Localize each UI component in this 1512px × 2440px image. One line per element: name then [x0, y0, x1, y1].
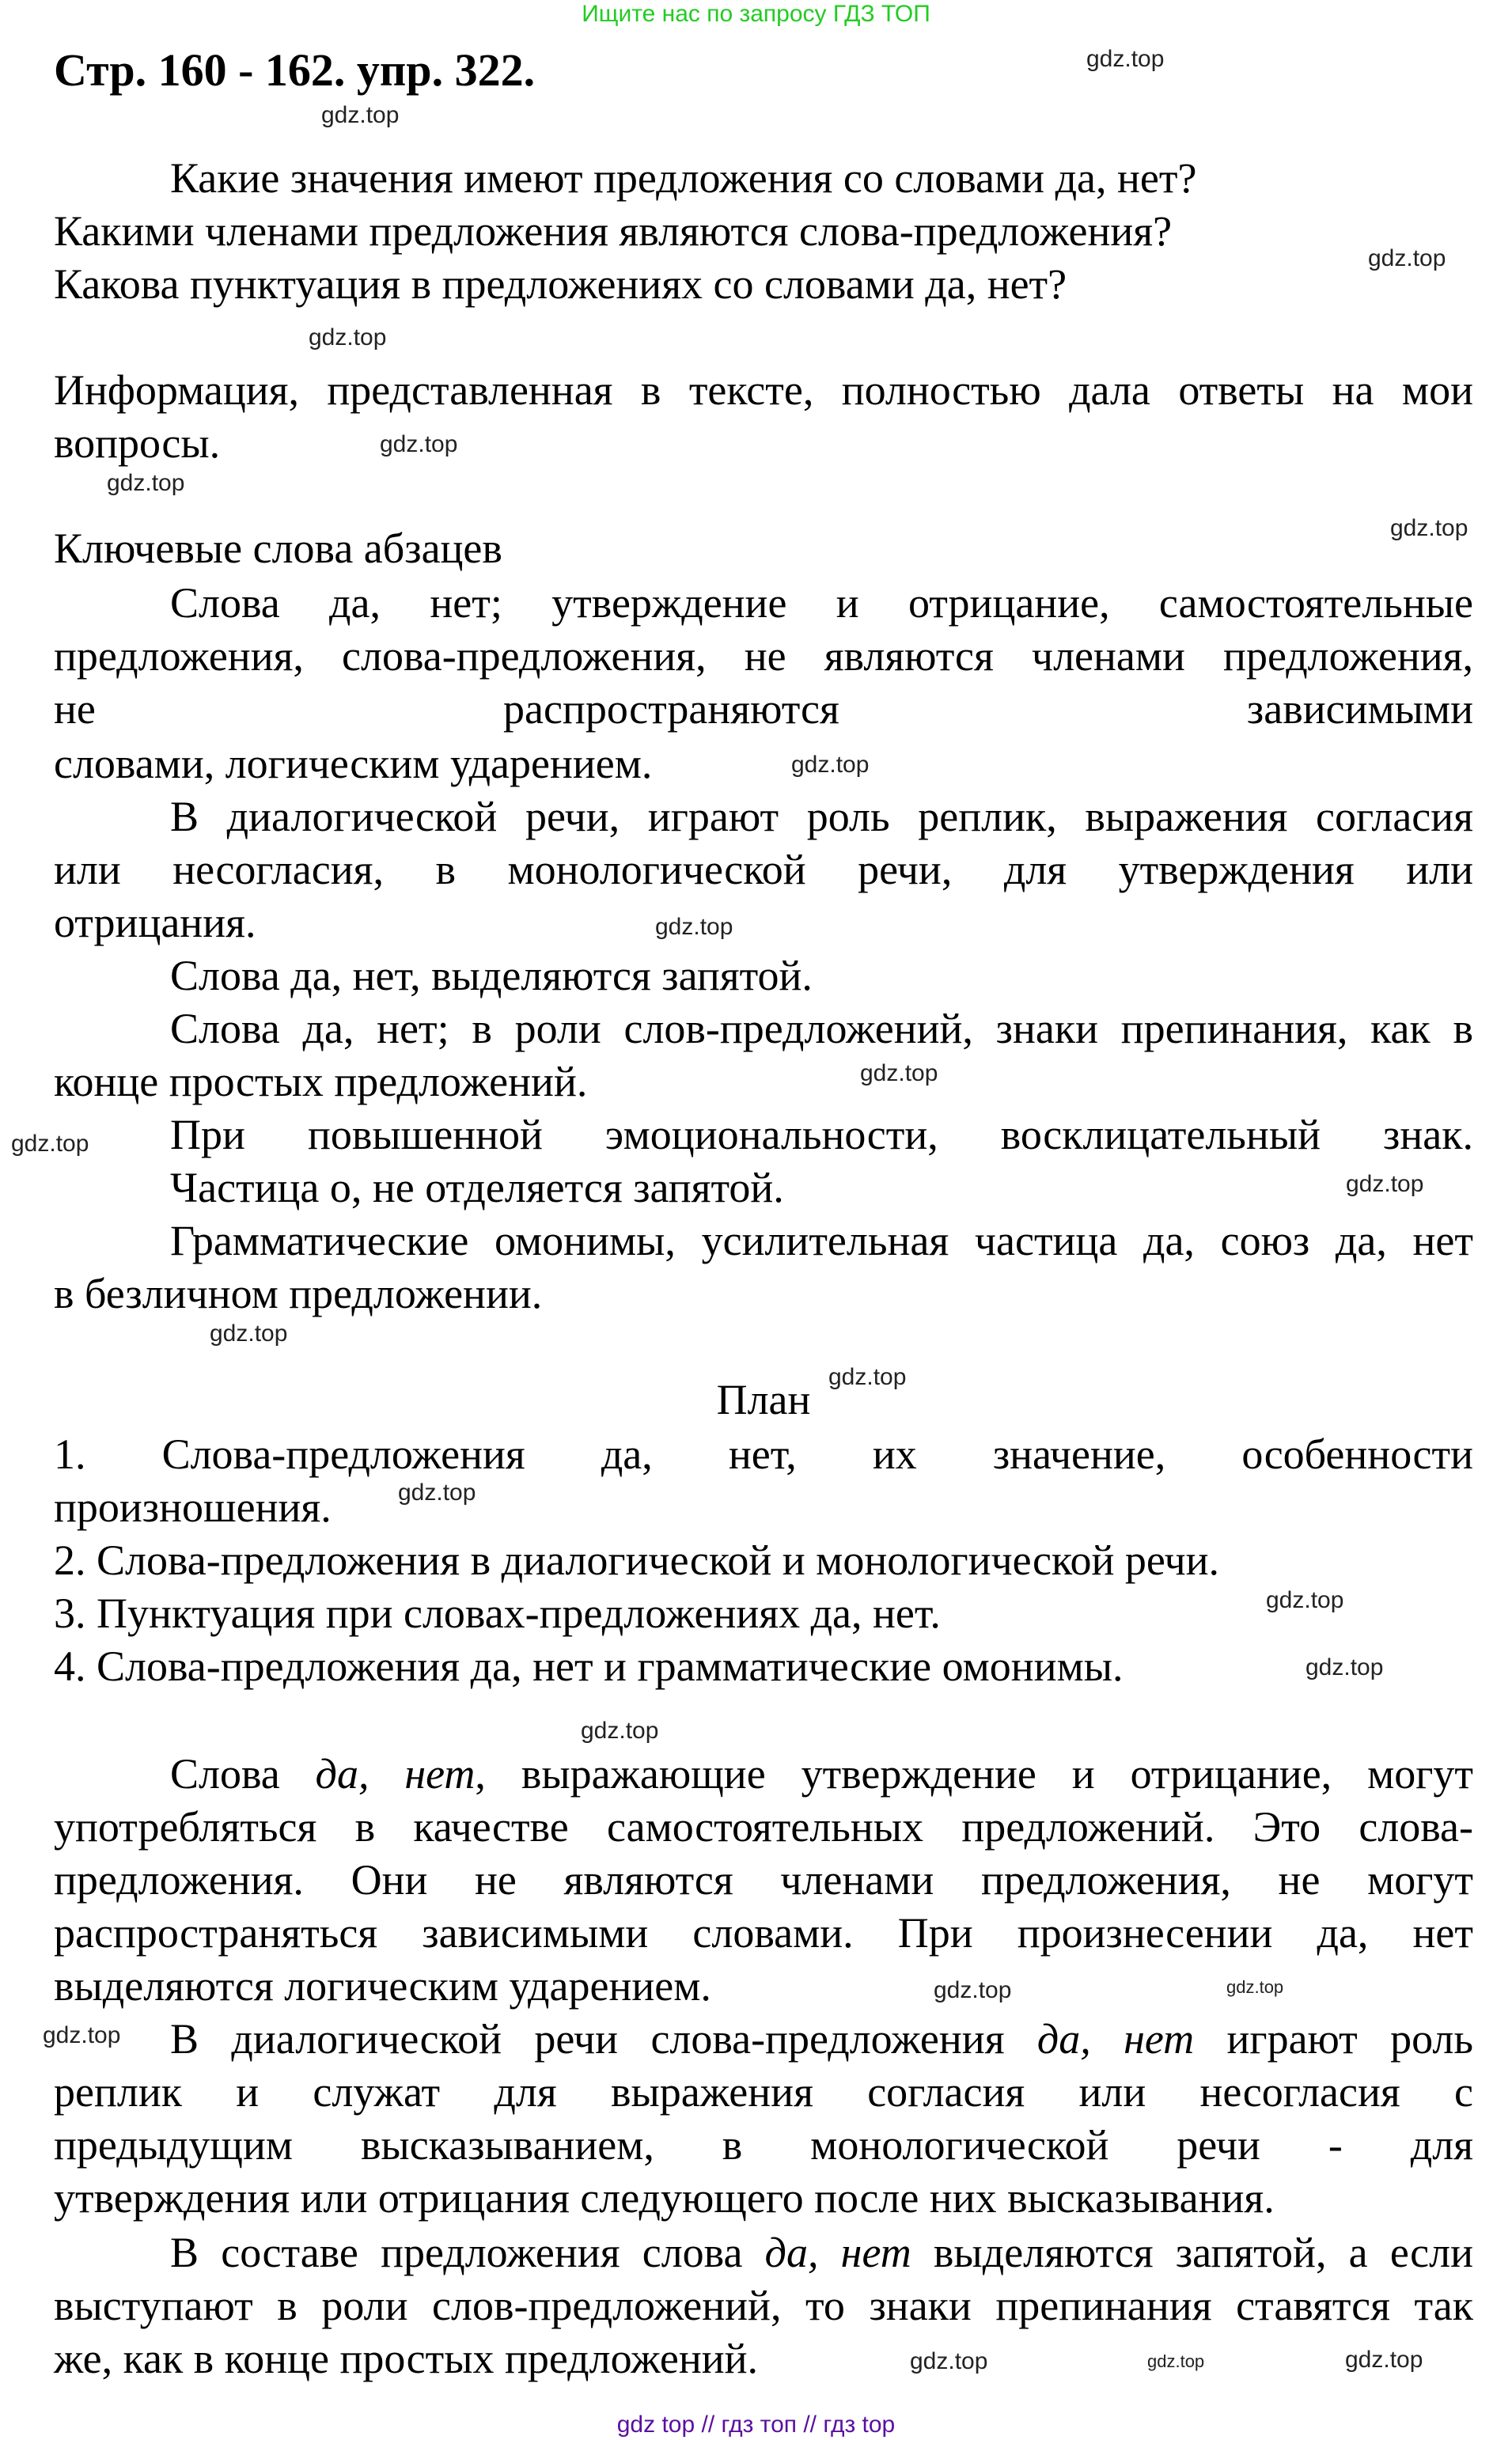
page-title [54, 44, 1473, 97]
text-line [170, 2013, 1473, 2065]
text-segment: Слова да, нет, выделяются запятой. [170, 952, 813, 999]
text-line [170, 1161, 1473, 1214]
text-line [170, 2226, 1473, 2279]
watermark-text: gdz.top [380, 431, 458, 457]
text-segment: 4. Слова-предложения да, нет и грамматические омонимы. [54, 1642, 1124, 1690]
text-line [54, 1907, 1473, 1959]
text-segment: Ключевые слова абзацев [54, 525, 502, 572]
watermark-text: gdz.top [309, 324, 387, 350]
watermark-text: gdz.top [791, 752, 870, 778]
text-segment: конце простых предложений. [54, 1058, 588, 1105]
text-segment: вопросы. [54, 419, 221, 467]
text-segment: произношения. [54, 1483, 332, 1531]
watermark-text: gdz.top [1346, 1171, 1424, 1197]
text-segment: словами, логическим ударением. [54, 740, 653, 787]
text-line [54, 205, 1473, 257]
text-segment: Слова да, нет; в роли слов-предложений, знаки препинания, как в [170, 1005, 1473, 1052]
text-segment: Какие значения имеют предложения со словами да, нет? [170, 154, 1197, 202]
watermark-text: gdz.top [1147, 2351, 1205, 2371]
text-segment: 3. Пунктуация при словах-предложениях да, нет. [54, 1589, 941, 1637]
text-segment: Слова да, нет; утверждение и отрицание, самостоятельные [170, 579, 1473, 627]
text-line [170, 152, 1473, 204]
text-line [54, 1801, 1473, 1853]
text-segment: В диалогической речи, играют роль реплик, выражения согласия [170, 793, 1473, 840]
text-line [54, 258, 1473, 310]
watermark-text: gdz.top [1086, 46, 1165, 72]
text-segment: или несогласия, в монологической речи, для утверждения или [54, 846, 1473, 893]
text-segment: Грамматические омонимы, усилительная частица да, союз да, нет [170, 1217, 1473, 1264]
text-line [170, 1002, 1473, 1055]
watermark-text: gdz.top [321, 102, 400, 128]
text-segment: 2. Слова-предложения в диалогической и монологической речи. [54, 1536, 1220, 1584]
text-line [54, 737, 1473, 790]
text-segment: распространяться зависимыми словами. При произнесении да, нет [54, 1909, 1473, 1957]
plan-heading [54, 1373, 1473, 1426]
watermark-text: gdz.top [11, 1131, 89, 1157]
text-segment: в безличном предложении. [54, 1270, 543, 1317]
text-segment: Какова пунктуация в предложениях со словами да, нет? [54, 260, 1067, 308]
text-line [54, 683, 1473, 735]
text-line [54, 1428, 1473, 1480]
text-line [54, 896, 1473, 949]
text-line [170, 790, 1473, 843]
text-segment: же, как в конце простых предложений. [54, 2335, 759, 2382]
text-line [54, 1640, 1473, 1692]
text-line [54, 1481, 1473, 1533]
text-segment: 1. Слова-предложения да, нет, их значение, особенности [54, 1430, 1473, 1478]
text-line [54, 1587, 1473, 1639]
text-segment: предложения. Они не являются членами предложения, не могут [54, 1856, 1473, 1904]
text-segment: Информация, представленная в тексте, полностью дала ответы на мои [54, 366, 1473, 414]
text-segment: играют роль [1194, 2015, 1474, 2063]
text-segment: При повышенной эмоциональности, восклицательный знак. [170, 1111, 1473, 1158]
watermark-text: gdz.top [398, 1480, 476, 1506]
watermark-text: gdz.top [1345, 2347, 1423, 2373]
text-line [54, 364, 1473, 416]
text-segment: употребляться в качестве самостоятельных предложений. Это слова- [54, 1803, 1473, 1851]
text-segment: В составе предложения слова [170, 2229, 765, 2276]
text-line [54, 1534, 1473, 1586]
text-line [54, 2279, 1473, 2332]
watermark-text: gdz.top [1368, 245, 1446, 271]
text-line [54, 417, 1473, 469]
watermark-text: gdz.top [1305, 1654, 1384, 1680]
watermark-text: gdz.top [107, 470, 185, 496]
text-segment: , выражающие утверждение и отрицание, могут [475, 1750, 1473, 1798]
search-banner[interactable]: Ищите нас по запросу ГДЗ ТОП [582, 1, 930, 27]
text-line [54, 2332, 1473, 2385]
text-line [54, 2066, 1473, 2118]
text-line [54, 1267, 1473, 1320]
text-line [170, 1214, 1473, 1267]
watermark-text: gdz.top [210, 1320, 288, 1347]
text-segment: выделяются логическим ударением. [54, 1962, 711, 2010]
text-line [54, 522, 1473, 574]
footer-links[interactable]: gdz top // гдз топ // гдз top [616, 2412, 896, 2438]
watermark-text: gdz.top [860, 1060, 938, 1086]
text-segment: Стр. 160 - 162. упр. 322. [54, 44, 536, 96]
text-segment: отрицания. [54, 899, 256, 946]
text-line [170, 577, 1473, 629]
watermark-text: gdz.top [1226, 1977, 1284, 1997]
watermark-text: gdz.top [934, 1977, 1012, 2003]
watermark-text: gdz.top [43, 2022, 121, 2048]
watermark-text: gdz.top [828, 1364, 907, 1390]
text-line [54, 1854, 1473, 1906]
text-segment: предложения, слова-предложения, не являются членами предложения, [54, 632, 1473, 680]
text-line [170, 1108, 1473, 1161]
text-segment: В диалогической речи слова-предложения [170, 2015, 1037, 2063]
text-segment: Частица о, не отделяется запятой. [170, 1164, 784, 1211]
text-segment: Какими членами предложения являются слова-предложения? [54, 207, 1173, 255]
watermark-text: gdz.top [655, 914, 733, 940]
text-segment: Слова [170, 1750, 316, 1798]
text-line [170, 1748, 1473, 1800]
italic-text: да, нет [1036, 2015, 1195, 2063]
watermark-text: gdz.top [1266, 1587, 1344, 1613]
watermark-text: gdz.top [1390, 515, 1468, 541]
text-segment: План [716, 1376, 811, 1423]
watermark-text: gdz.top [581, 1718, 659, 1744]
text-segment: выделяются запятой, а если [911, 2229, 1473, 2276]
text-line [54, 843, 1473, 896]
text-segment: утверждения или отрицания следующего после них высказывания. [54, 2174, 1275, 2222]
text-segment: не распространяются зависимыми [54, 685, 1473, 733]
text-segment: предыдущим высказыванием, в монологической речи - для [54, 2121, 1473, 2169]
italic-text: да, нет [764, 2229, 911, 2276]
italic-text: да, нет [315, 1750, 476, 1798]
watermark-text: gdz.top [910, 2348, 988, 2374]
text-line [54, 1055, 1473, 1108]
text-line [54, 2172, 1473, 2224]
text-line [54, 630, 1473, 682]
text-line [54, 2119, 1473, 2171]
text-segment: реплик и служат для выражения согласия или несогласия с [54, 2068, 1473, 2116]
text-segment: выступают в роли слов-предложений, то знаки препинания ставятся так [54, 2282, 1473, 2329]
text-line [170, 949, 1473, 1002]
